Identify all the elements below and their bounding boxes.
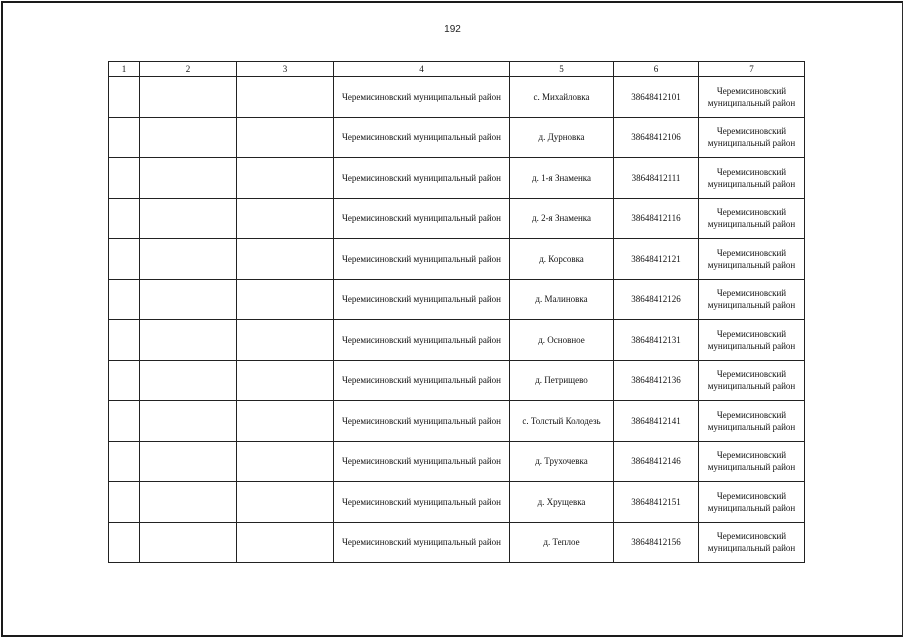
cell-col-7: Черемисиновский муниципальный район bbox=[699, 77, 805, 118]
cell-col-2 bbox=[140, 239, 237, 280]
cell-col-2 bbox=[140, 441, 237, 482]
cell-col-2 bbox=[140, 77, 237, 118]
cell-col-5: д. Малиновка bbox=[510, 279, 614, 320]
cell-col-3 bbox=[237, 117, 334, 158]
cell-col-5: с. Михайловка bbox=[510, 77, 614, 118]
cell-col-7: Черемисиновский муниципальный район bbox=[699, 482, 805, 523]
header-col-5: 5 bbox=[510, 62, 614, 77]
cell-col-6: 38648412131 bbox=[614, 320, 699, 361]
cell-col-5: с. Толстый Колодезь bbox=[510, 401, 614, 442]
cell-col-1 bbox=[109, 522, 140, 563]
cell-col-5: д. 2-я Знаменка bbox=[510, 198, 614, 239]
cell-col-6: 38648412156 bbox=[614, 522, 699, 563]
header-col-6: 6 bbox=[614, 62, 699, 77]
cell-col-6: 38648412141 bbox=[614, 401, 699, 442]
cell-col-1 bbox=[109, 158, 140, 199]
cell-col-7: Черемисиновский муниципальный район bbox=[699, 158, 805, 199]
cell-col-4: Черемисиновский муниципальный район bbox=[334, 320, 510, 361]
cell-col-7: Черемисиновский муниципальный район bbox=[699, 522, 805, 563]
cell-col-7: Черемисиновский муниципальный район bbox=[699, 320, 805, 361]
cell-col-6: 38648412146 bbox=[614, 441, 699, 482]
cell-col-7: Черемисиновский муниципальный район bbox=[699, 360, 805, 401]
cell-col-2 bbox=[140, 522, 237, 563]
cell-col-3 bbox=[237, 279, 334, 320]
cell-col-5: д. Основное bbox=[510, 320, 614, 361]
cell-col-1 bbox=[109, 360, 140, 401]
cell-col-1 bbox=[109, 401, 140, 442]
table-row bbox=[109, 158, 805, 199]
cell-col-4: Черемисиновский муниципальный район bbox=[334, 482, 510, 523]
cell-col-7: Черемисиновский муниципальный район bbox=[699, 401, 805, 442]
table-row bbox=[109, 117, 805, 158]
cell-col-1 bbox=[109, 441, 140, 482]
cell-col-5: д. 1-я Знаменка bbox=[510, 158, 614, 199]
table-row bbox=[109, 401, 805, 442]
cell-col-3 bbox=[237, 198, 334, 239]
cell-col-1 bbox=[109, 77, 140, 118]
cell-col-7: Черемисиновский муниципальный район bbox=[699, 117, 805, 158]
header-col-1: 1 bbox=[109, 62, 140, 77]
cell-col-3 bbox=[237, 239, 334, 280]
cell-col-2 bbox=[140, 360, 237, 401]
table-row bbox=[109, 441, 805, 482]
table-row bbox=[109, 198, 805, 239]
cell-col-7: Черемисиновский муниципальный район bbox=[699, 198, 805, 239]
cell-col-2 bbox=[140, 482, 237, 523]
cell-col-7: Черемисиновский муниципальный район bbox=[699, 441, 805, 482]
cell-col-3 bbox=[237, 401, 334, 442]
cell-col-4: Черемисиновский муниципальный район bbox=[334, 198, 510, 239]
cell-col-1 bbox=[109, 320, 140, 361]
cell-col-2 bbox=[140, 401, 237, 442]
cell-col-5: д. Хрущевка bbox=[510, 482, 614, 523]
cell-col-6: 38648412101 bbox=[614, 77, 699, 118]
header-col-7: 7 bbox=[699, 62, 805, 77]
cell-col-2 bbox=[140, 158, 237, 199]
cell-col-7: Черемисиновский муниципальный район bbox=[699, 279, 805, 320]
cell-col-1 bbox=[109, 239, 140, 280]
cell-col-3 bbox=[237, 320, 334, 361]
table-row bbox=[109, 522, 805, 563]
cell-col-6: 38648412126 bbox=[614, 279, 699, 320]
table-row bbox=[109, 77, 805, 118]
cell-col-3 bbox=[237, 482, 334, 523]
cell-col-4: Черемисиновский муниципальный район bbox=[334, 158, 510, 199]
cell-col-3 bbox=[237, 158, 334, 199]
cell-col-1 bbox=[109, 117, 140, 158]
cell-col-5: д. Дурновка bbox=[510, 117, 614, 158]
cell-col-3 bbox=[237, 441, 334, 482]
cell-col-4: Черемисиновский муниципальный район bbox=[334, 401, 510, 442]
cell-col-4: Черемисиновский муниципальный район bbox=[334, 77, 510, 118]
cell-col-3 bbox=[237, 522, 334, 563]
cell-col-5: д. Теплое bbox=[510, 522, 614, 563]
cell-col-6: 38648412136 bbox=[614, 360, 699, 401]
cell-col-2 bbox=[140, 117, 237, 158]
header-row bbox=[109, 62, 805, 77]
page-number: 192 bbox=[444, 24, 461, 35]
cell-col-1 bbox=[109, 279, 140, 320]
cell-col-2 bbox=[140, 198, 237, 239]
header-col-2: 2 bbox=[140, 62, 237, 77]
data-table bbox=[108, 61, 805, 563]
cell-col-4: Черемисиновский муниципальный район bbox=[334, 239, 510, 280]
table-row bbox=[109, 360, 805, 401]
table-row bbox=[109, 279, 805, 320]
cell-col-6: 38648412121 bbox=[614, 239, 699, 280]
cell-col-3 bbox=[237, 360, 334, 401]
cell-col-6: 38648412116 bbox=[614, 198, 699, 239]
cell-col-7: Черемисиновский муниципальный район bbox=[699, 239, 805, 280]
cell-col-4: Черемисиновский муниципальный район bbox=[334, 360, 510, 401]
header-col-4: 4 bbox=[334, 62, 510, 77]
cell-col-6: 38648412151 bbox=[614, 482, 699, 523]
cell-col-4: Черемисиновский муниципальный район bbox=[334, 117, 510, 158]
cell-col-4: Черемисиновский муниципальный район bbox=[334, 279, 510, 320]
header-col-3: 3 bbox=[237, 62, 334, 77]
table-row bbox=[109, 239, 805, 280]
cell-col-3 bbox=[237, 77, 334, 118]
cell-col-4: Черемисиновский муниципальный район bbox=[334, 441, 510, 482]
cell-col-6: 38648412106 bbox=[614, 117, 699, 158]
cell-col-5: д. Корсовка bbox=[510, 239, 614, 280]
cell-col-2 bbox=[140, 279, 237, 320]
cell-col-5: д. Трухочевка bbox=[510, 441, 614, 482]
cell-col-2 bbox=[140, 320, 237, 361]
cell-col-1 bbox=[109, 482, 140, 523]
cell-col-1 bbox=[109, 198, 140, 239]
cell-col-5: д. Петрищево bbox=[510, 360, 614, 401]
cell-col-4: Черемисиновский муниципальный район bbox=[334, 522, 510, 563]
table-row bbox=[109, 482, 805, 523]
cell-col-6: 38648412111 bbox=[614, 158, 699, 199]
table-row bbox=[109, 320, 805, 361]
